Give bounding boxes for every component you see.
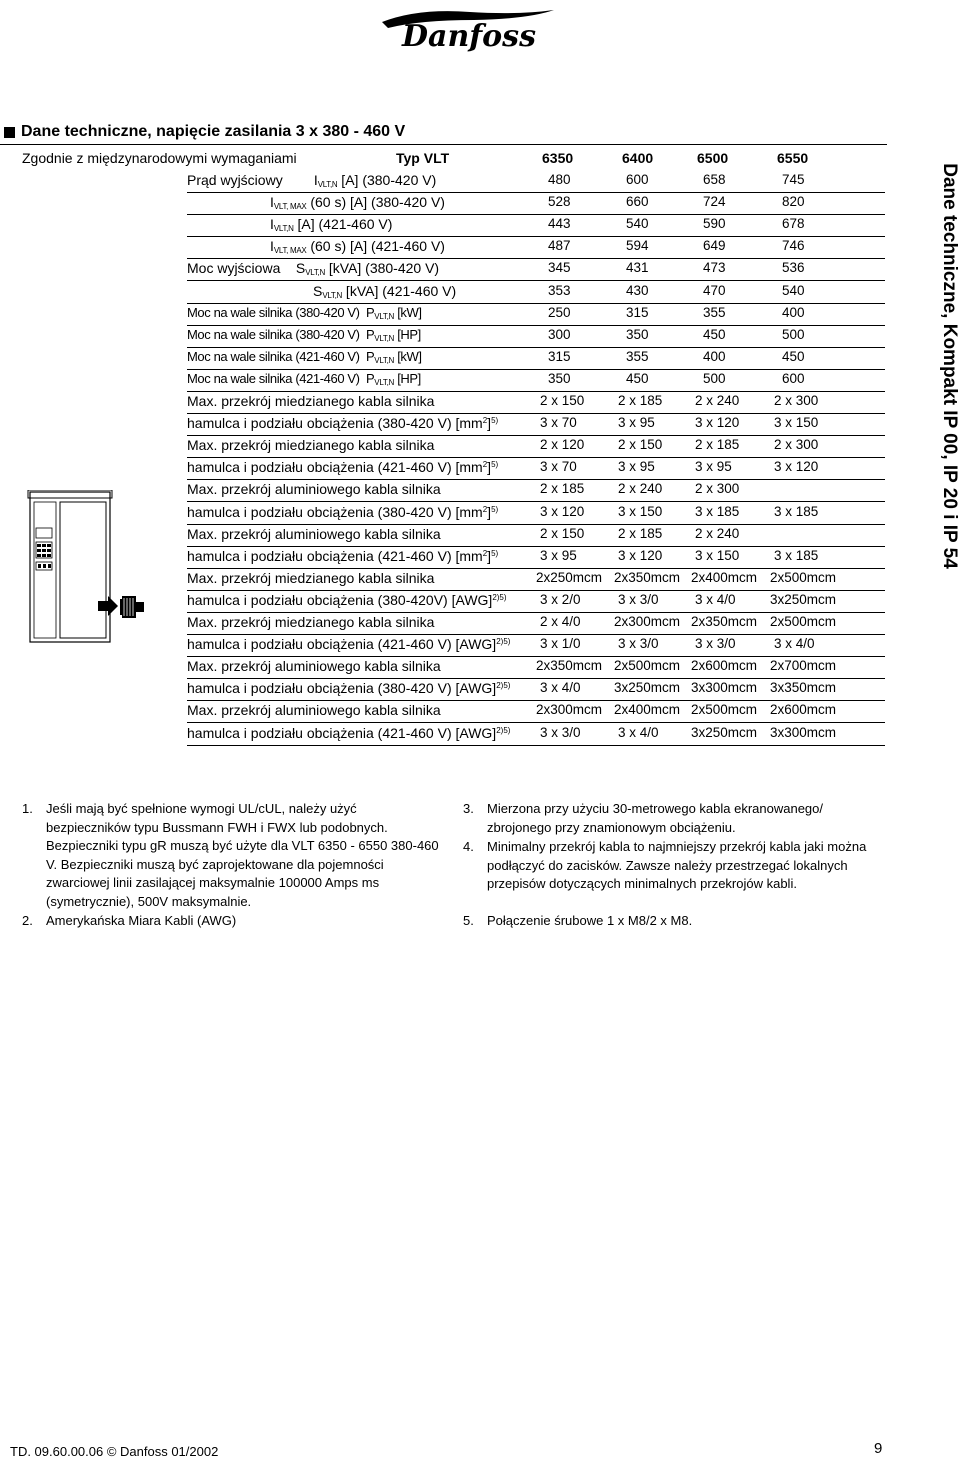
unit-bracket: ] [487, 415, 492, 432]
danfoss-logo [378, 6, 558, 52]
value-cell: 470 [703, 282, 726, 298]
model-6350: 6350 [542, 150, 574, 166]
row-label-text: Max. przekrój miedzianego kabla silnika [187, 393, 435, 409]
value-cell: 3 x 120 [774, 459, 819, 475]
value-cell: 2 x 185 [618, 525, 663, 541]
quantity-unit: (60 s) [A] (421-460 V) [306, 238, 445, 255]
value-cell: 250 [548, 304, 571, 320]
row-label [187, 702, 441, 718]
row-label [187, 592, 507, 608]
value-cell: 3 x 70 [540, 459, 577, 475]
row-label [187, 393, 434, 409]
table-row [187, 612, 885, 635]
table-row [187, 524, 885, 547]
table-row [187, 700, 885, 723]
quantity-unit: [HP] [394, 370, 421, 386]
value-cell: 400 [782, 304, 805, 320]
row-label [187, 526, 441, 542]
value-cell: 500 [782, 326, 805, 342]
value-cell: 540 [626, 216, 649, 232]
value-cell: 3 x 120 [540, 503, 585, 519]
footnote-ref: 5) [491, 460, 499, 470]
row-label-text: Prąd wyjściowy [187, 172, 283, 188]
value-cell: 3 x 2/0 [540, 591, 581, 607]
value-cell: 2x500mcm [770, 569, 837, 585]
value-cell: 3 x 3/0 [540, 724, 581, 740]
table-row [187, 236, 885, 259]
footnote-ref: 2)5) [492, 592, 507, 602]
section-title-text: Dane techniczne, napięcie zasilania 3 x 380 - 460 V [21, 123, 406, 140]
intro-text: Zgodnie z międzynarodowymi wymaganiami [22, 150, 297, 166]
value-cell: 2x500mcm [770, 614, 837, 629]
value-cell: 473 [703, 260, 726, 276]
footnote-text: Amerykańska Miara Kabli (AWG) [46, 913, 237, 928]
table-row [187, 347, 885, 370]
row-label [187, 636, 510, 652]
row-label-text: hamulca i podziału obciążenia (421-460 V) [mm [187, 459, 483, 476]
value-cell: 2 x 150 [540, 525, 585, 541]
value-cell: 600 [626, 172, 649, 187]
value-cell: 480 [548, 172, 571, 187]
unit-bracket: ] [487, 503, 492, 520]
footnote-text: Połączenie śrubowe 1 x M8/2 x M8. [487, 913, 693, 928]
footnote-text: Mierzona przy użyciu 30-metrowego kabla ekranowanego/ zbrojonego przy znamionowym obciążeniu. [487, 801, 824, 835]
row-label [270, 238, 445, 255]
value-cell: 300 [548, 326, 571, 342]
row-label-text: Max. przekrój aluminiowego kabla silnika [187, 702, 441, 719]
table-row [187, 435, 885, 458]
side-tab [938, 128, 960, 603]
row-label-text: Max. przekrój miedzianego kabla silnika [187, 437, 435, 454]
row-label-text: Moc na wale silnika (380-420 V) [187, 304, 360, 320]
value-cell: 3 x 185 [774, 503, 819, 519]
value-cell: 2 x 240 [695, 525, 740, 541]
value-cell: 2 x 240 [695, 393, 740, 408]
quantity-unit: [HP] [394, 326, 421, 342]
table-row [187, 170, 885, 193]
footnote-4 [463, 838, 883, 894]
table-row [187, 546, 885, 569]
row-label-text: Moc na wale silnika (421-460 V) [187, 348, 360, 364]
value-cell: 355 [626, 348, 649, 364]
value-cell: 600 [782, 370, 805, 386]
value-cell: 2x350mcm [536, 658, 603, 674]
value-cell: 2 x 185 [540, 481, 585, 497]
quantity-symbol: P [366, 370, 375, 386]
row-label [187, 371, 421, 387]
quantity-symbol: I [270, 216, 274, 233]
value-cell: 487 [548, 238, 571, 254]
table-row [187, 568, 885, 591]
quantity-subscript: VLT,N [374, 377, 394, 387]
row-label-text: Max. przekrój miedzianego kabla silnika [187, 614, 435, 630]
value-cell: 450 [782, 348, 805, 364]
value-cell: 345 [548, 260, 571, 276]
table-row [187, 192, 885, 215]
value-cell: 649 [703, 238, 726, 254]
unit-bracket: ] [487, 459, 492, 476]
table-row [187, 457, 885, 480]
footnote-5 [463, 912, 883, 931]
value-cell: 2 x 300 [774, 437, 819, 453]
value-cell: 536 [782, 260, 805, 276]
quantity-unit: [kVA] (421-460 V) [342, 282, 457, 299]
row-label [187, 459, 498, 475]
table-row [187, 369, 885, 392]
table-row [187, 590, 885, 613]
value-cell: 3 x 1/0 [540, 636, 581, 652]
value-cell: 3 x 70 [540, 415, 577, 431]
value-cell: 820 [782, 194, 805, 210]
value-cell: 2 x 185 [695, 437, 740, 453]
footnote-ref: 2)5) [496, 681, 511, 691]
quantity-subscript: VLT,N [305, 268, 325, 278]
value-cell: 2 x 150 [540, 393, 585, 408]
value-cell: 678 [782, 216, 805, 232]
value-cell: 2x500mcm [691, 702, 758, 718]
value-cell: 315 [548, 348, 571, 364]
row-label [187, 437, 434, 453]
value-cell: 3 x 150 [618, 503, 663, 519]
row-label-text: Max. przekrój aluminiowego kabla silnika [187, 525, 441, 542]
value-cell: 450 [703, 326, 726, 342]
quantity-symbol: I [270, 194, 274, 211]
square-bullet-icon [4, 127, 15, 138]
value-cell: 2x500mcm [614, 658, 681, 674]
quantity-subscript: VLT,N [317, 180, 338, 189]
value-cell: 450 [626, 370, 649, 386]
value-cell: 594 [626, 238, 649, 254]
value-cell: 2 x 150 [618, 437, 663, 453]
value-cell: 3x300mcm [770, 724, 837, 740]
unit-exponent: 2 [482, 504, 488, 514]
value-cell: 2x700mcm [770, 658, 837, 674]
row-label-text: hamulca i podziału obciążenia (380-420 V) [mm [187, 503, 483, 520]
row-label [187, 548, 498, 564]
value-cell: 3 x 185 [695, 503, 740, 519]
unit-bracket: ] [487, 547, 492, 564]
value-cell: 2 x 240 [618, 481, 663, 497]
quantity-unit: [kVA] (380-420 V) [324, 260, 440, 277]
unit-exponent: 2 [482, 548, 488, 558]
table-row [187, 325, 885, 348]
quantity-unit: [A] (421-460 V) [293, 216, 393, 233]
value-cell: 540 [782, 282, 805, 298]
quantity-subscript: VLT,N [374, 311, 394, 321]
quantity-subscript: VLT,N [322, 290, 343, 300]
document-footer: TD. 09.60.00.06 © Danfoss 01/2002 [10, 1444, 219, 1459]
value-cell: 724 [703, 194, 726, 210]
row-label [187, 260, 439, 277]
svg-text:Danfoss: Danfoss [402, 19, 536, 52]
row-label [270, 216, 392, 233]
quantity-symbol: I [270, 238, 274, 255]
value-cell: 3x250mcm [691, 724, 758, 740]
row-label-text: Moc na wale silnika (380-420 V) [187, 326, 360, 342]
row-label-text: hamulca i podziału obciążenia (380-420 V) [AWG] [187, 680, 497, 697]
row-label-text: Max. przekrój miedzianego kabla silnika [187, 569, 435, 586]
footnote-3 [463, 800, 883, 837]
row-label-text: hamulca i podziału obciążenia (380-420 V) [mm [187, 415, 483, 432]
value-cell: 350 [548, 370, 571, 386]
value-cell: 430 [626, 282, 649, 298]
row-label [270, 194, 445, 211]
table-row [187, 502, 885, 525]
value-cell: 3 x 120 [695, 415, 740, 431]
value-cell: 3 x 150 [774, 415, 819, 431]
value-cell: 2 x 185 [618, 393, 663, 408]
row-label-text: hamulca i podziału obciążenia (421-460 V) [AWG] [187, 724, 497, 741]
value-cell: 2x250mcm [536, 569, 603, 585]
value-cell: 3 x 3/0 [618, 591, 659, 607]
quantity-subscript: VLT,N [374, 355, 394, 365]
table-row [187, 656, 885, 679]
value-cell: 2x400mcm [691, 569, 758, 585]
quantity-unit: [kW] [394, 304, 422, 320]
table-row [187, 413, 885, 436]
table-row [187, 303, 885, 326]
value-cell: 2x600mcm [770, 702, 837, 718]
row-label-text: hamulca i podziału obciążenia (421-460 V) [AWG] [187, 636, 497, 653]
model-6550: 6550 [777, 150, 809, 166]
value-cell: 3 x 150 [695, 547, 740, 563]
value-cell: 3x250mcm [770, 591, 837, 607]
section-title [4, 123, 405, 141]
row-label [187, 305, 422, 321]
value-cell: 400 [703, 348, 726, 364]
row-label [187, 172, 436, 189]
row-label-text: Moc wyjściowa [187, 260, 281, 277]
side-tab-text: Dane techniczne, Kompakt IP 00, IP 20 i IP 54 [939, 162, 960, 569]
footnote-ref: 2)5) [496, 637, 511, 647]
quantity-symbol: S [295, 260, 306, 277]
value-cell: 2 x 120 [540, 437, 585, 453]
footnote-ref: 5) [491, 416, 499, 426]
table-row [187, 634, 885, 657]
row-label-text: Moc na wale silnika (421-460 V) [187, 370, 360, 386]
value-cell: 2x300mcm [614, 614, 681, 629]
value-cell: 355 [703, 304, 726, 320]
row-label [187, 614, 434, 630]
table-row [187, 214, 885, 237]
quantity-symbol: P [366, 348, 375, 364]
value-cell: 3 x 120 [618, 547, 663, 563]
value-cell: 660 [626, 194, 649, 210]
page-number: 9 [874, 1440, 883, 1457]
row-label [313, 283, 456, 300]
footnote-number: 1. [22, 801, 33, 816]
value-cell: 2x400mcm [614, 702, 681, 718]
value-cell: 3 x 3/0 [618, 636, 659, 652]
footnote-1 [22, 800, 442, 911]
value-cell: 431 [626, 260, 649, 276]
footnote-ref: 5) [491, 548, 499, 558]
drive-illustration [16, 490, 146, 645]
footnote-number: 5. [463, 913, 474, 928]
unit-exponent: 2 [482, 416, 488, 426]
value-cell: 353 [548, 282, 571, 298]
value-cell: 3 x 3/0 [695, 636, 736, 652]
footnote-ref: 2)5) [496, 725, 511, 735]
quantity-symbol: P [366, 304, 375, 320]
quantity-unit: [A] (380-420 V) [337, 172, 437, 188]
row-label-text: Max. przekrój aluminiowego kabla silnika [187, 658, 441, 675]
value-cell: 658 [703, 172, 726, 187]
value-cell: 3 x 185 [774, 547, 819, 563]
row-label [187, 481, 441, 497]
value-cell: 3 x 95 [540, 547, 577, 563]
row-label [187, 327, 421, 343]
value-cell: 2x350mcm [614, 569, 681, 585]
row-label-text: Max. przekrój aluminiowego kabla silnika [187, 481, 441, 498]
row-label [187, 725, 510, 741]
table-row [187, 391, 885, 414]
value-cell: 315 [626, 304, 649, 320]
quantity-symbol: P [366, 326, 375, 342]
value-cell: 500 [703, 370, 726, 386]
value-cell: 443 [548, 216, 571, 232]
row-label [187, 415, 498, 431]
footnote-2 [22, 912, 442, 931]
value-cell: 2 x 300 [695, 481, 740, 497]
value-cell: 2 x 4/0 [540, 614, 581, 629]
quantity-subscript: VLT, MAX [273, 202, 307, 212]
table-row [187, 723, 885, 746]
value-cell: 2x300mcm [536, 702, 603, 718]
row-label-text: hamulca i podziału obciążenia (380-420V) [AWG] [187, 591, 493, 608]
quantity-subscript: VLT,N [273, 224, 294, 234]
row-label-text: hamulca i podziału obciążenia (421-460 V) [mm [187, 547, 483, 564]
quantity-unit: [kW] [394, 348, 422, 364]
quantity-subscript: VLT,N [374, 333, 394, 343]
quantity-symbol: S [313, 282, 323, 299]
value-cell: 3x300mcm [691, 680, 758, 696]
footnote-text: Jeśli mają być spełnione wymogi UL/cUL, należy użyć bezpieczników typu Bussmann FWH i FWX lub podobnych. Bezpieczniki typu gR muszą być użyte dla VLT 6350 - 6550 380-460 V. Bezpieczniki muszą być zaprojektowane dla pojemności zwarciowej linii zasilającej maksymalnie 100000 Amps ms (symetrycznie), 500V maksymalnie. [46, 801, 439, 909]
footnote-number: 2. [22, 913, 33, 928]
quantity-subscript: VLT, MAX [273, 246, 307, 256]
value-cell: 2 x 300 [774, 393, 819, 408]
table-row [187, 678, 885, 701]
value-cell: 745 [782, 172, 805, 187]
value-cell: 3 x 4/0 [540, 680, 581, 696]
footnote-number: 3. [463, 801, 474, 816]
row-label [187, 349, 422, 365]
footnote-text: Minimalny przekrój kabla to najmniejszy przekrój kabla jaki można podłączyć do zacisków. Zawsze należy przestrzegać lokalnych przepisów dotyczących minimalnych przekrojów kabli. [487, 839, 867, 891]
title-divider [0, 144, 887, 145]
value-cell: 3 x 4/0 [618, 724, 659, 740]
model-6500: 6500 [697, 150, 729, 166]
value-cell: 3x250mcm [614, 680, 681, 696]
unit-exponent: 2 [482, 460, 488, 470]
quantity-symbol: I [313, 172, 318, 188]
table-row [187, 479, 885, 502]
value-cell: 590 [703, 216, 726, 232]
value-cell: 2x600mcm [691, 658, 758, 674]
row-label [187, 570, 434, 586]
value-cell: 3 x 95 [695, 459, 732, 475]
table-row [187, 258, 885, 281]
value-cell: 3 x 95 [618, 459, 655, 475]
model-6400: 6400 [622, 150, 654, 166]
value-cell: 350 [626, 326, 649, 342]
value-cell: 2x350mcm [691, 614, 758, 629]
table-row [187, 281, 885, 304]
row-label [187, 680, 510, 696]
value-cell: 746 [782, 238, 805, 254]
row-label [187, 504, 498, 520]
quantity-unit: (60 s) [A] (380-420 V) [306, 194, 445, 211]
row-label [187, 658, 441, 674]
value-cell: 3 x 4/0 [774, 636, 815, 652]
value-cell: 3 x 95 [618, 415, 655, 431]
value-cell: 528 [548, 194, 571, 210]
value-cell: 3x350mcm [770, 680, 837, 696]
footnote-ref: 5) [491, 504, 499, 514]
value-cell: 3 x 4/0 [695, 591, 736, 607]
type-label: Typ VLT [396, 150, 450, 166]
footnote-number: 4. [463, 839, 474, 854]
